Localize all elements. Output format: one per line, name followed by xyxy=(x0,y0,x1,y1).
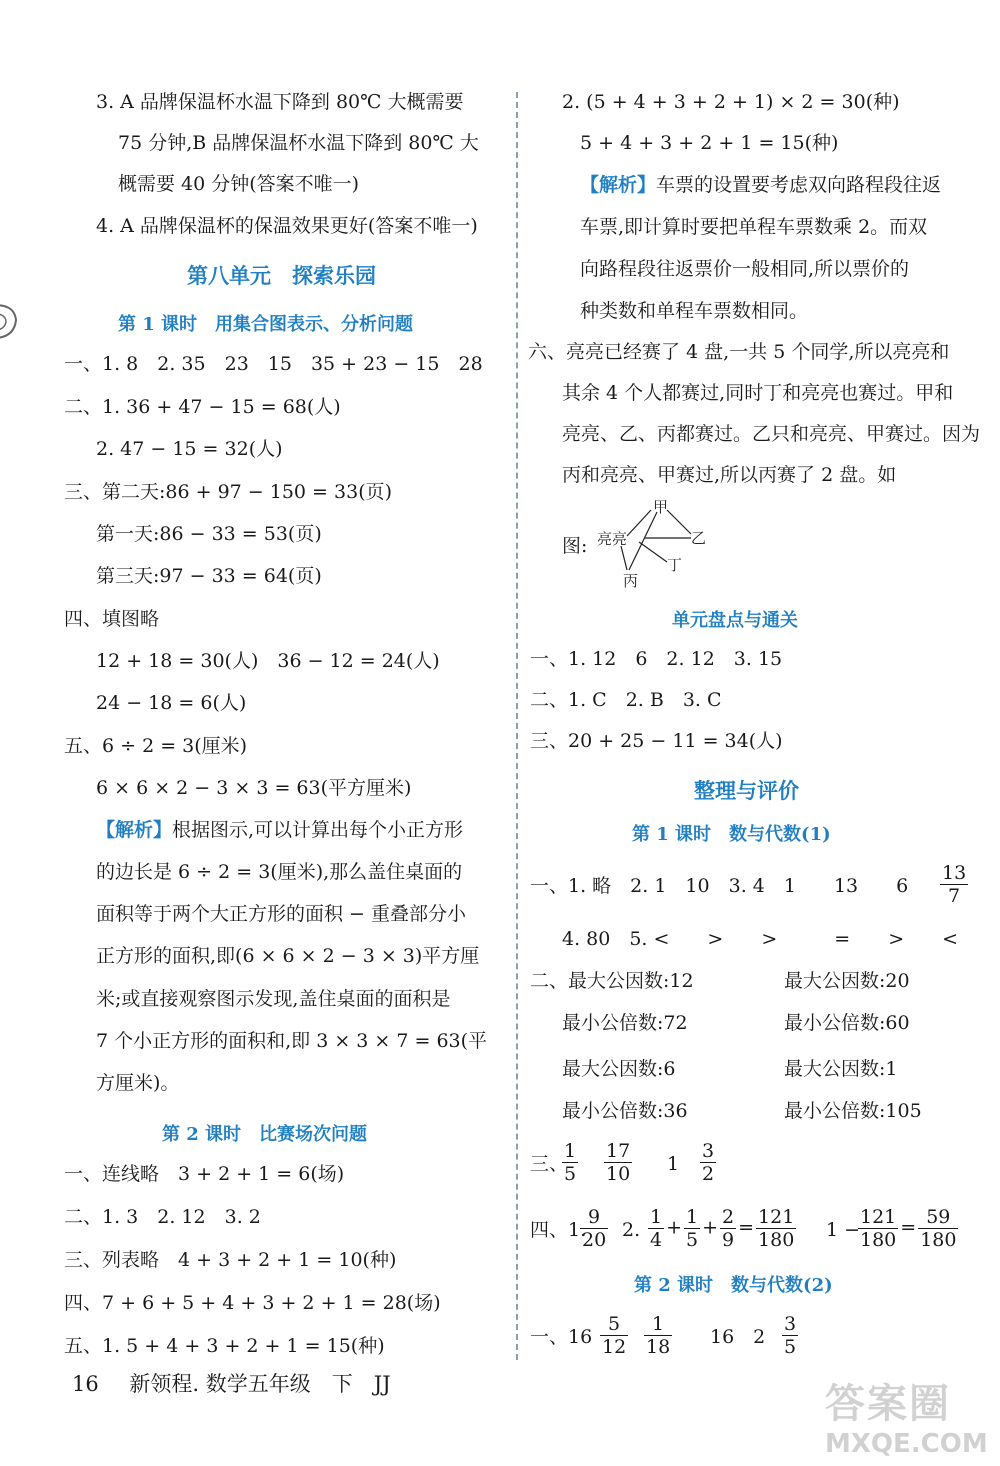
page-footer xyxy=(72,1368,391,1398)
frac-den: 5 xyxy=(686,1229,699,1251)
frac-num: 9 xyxy=(580,1206,608,1229)
unit8-title: 第八单元 探索乐园 xyxy=(187,263,376,288)
edge-liang-bing xyxy=(621,546,627,570)
l2-q4: 四、7 + 6 + 5 + 4 + 3 + 2 + 1 = 28(场) xyxy=(64,1292,441,1314)
l1-q5-2: 6 × 6 × 2 − 3 × 3 = 63(平方厘米) xyxy=(96,777,412,799)
analysis-1-text: 根据图示,可以计算出每个小正方形 xyxy=(172,819,464,841)
node-jia: 甲 xyxy=(653,498,669,516)
frac-den: 10 xyxy=(606,1163,631,1185)
plus-sign: + xyxy=(702,1216,719,1239)
r-answer-2: 2. (5 + 4 + 3 + 2 + 1) × 2 = 30(种) xyxy=(562,91,900,113)
l2-q5: 五、1. 5 + 4 + 3 + 2 + 1 = 15(种) xyxy=(64,1335,385,1357)
san-frac-2 xyxy=(602,1140,634,1185)
san-frac-3 xyxy=(698,1140,718,1185)
node-yi: 乙 xyxy=(691,529,707,547)
k2-frac-1 xyxy=(598,1313,630,1358)
k1-title: 第 1 课时 数与代数(1) xyxy=(632,824,831,845)
frac-num: 121 xyxy=(860,1206,897,1228)
k2-frac-3 xyxy=(780,1313,800,1358)
frac-num: 59 xyxy=(918,1206,958,1229)
frac-den: 180 xyxy=(758,1229,795,1251)
frac-den: 180 xyxy=(920,1229,957,1251)
page-number: 16 xyxy=(72,1372,99,1396)
book-title: 新领程. 数学五年级 下 JJ xyxy=(129,1372,391,1396)
l1-q3-1: 三、第二天:86 + 97 − 150 = 33(页) xyxy=(64,481,393,503)
k2-title: 第 2 课时 数与代数(2) xyxy=(634,1275,833,1296)
frac-den: 4 xyxy=(650,1229,663,1251)
lcm-4: 最小公倍数:105 xyxy=(784,1100,922,1122)
frac-num: 1 xyxy=(644,1313,672,1336)
watermark-top: 答案圈 xyxy=(825,1381,951,1427)
answer-3-line2: 75 分钟,B 品牌保温杯水温下降到 80℃ 大 xyxy=(118,132,479,154)
gcd-2: 最大公因数:20 xyxy=(784,970,910,992)
si-expr-2 xyxy=(856,1206,960,1251)
k1-q1-frac xyxy=(938,862,970,907)
gcd-3: 最大公因数:6 xyxy=(562,1058,676,1080)
analysis-2-line4: 种类数和单程车票数相同。 xyxy=(580,300,809,322)
si-two: 2. xyxy=(622,1219,641,1241)
watermark xyxy=(825,1372,988,1459)
edge-jia-yi xyxy=(667,510,691,534)
gcd-4: 最大公因数:1 xyxy=(784,1058,898,1080)
analysis-tag-2: 【解析】 xyxy=(580,174,657,196)
edge-liang-ding xyxy=(639,542,667,562)
answer-3-line1: 3. A 品牌保温杯水温下降到 80℃ 大概需要 xyxy=(96,91,464,113)
frac-den: 20 xyxy=(582,1229,607,1251)
l2-q2: 二、1. 3 2. 12 3. 2 xyxy=(64,1206,261,1228)
q6-line4: 丙和亮亮、甲赛过,所以丙赛了 2 盘。如 xyxy=(562,464,897,486)
column-divider xyxy=(516,92,518,1360)
k2-mid: 16 2 xyxy=(710,1326,766,1348)
k2-label: 一、16 xyxy=(530,1326,593,1348)
r-answer-2b: 5 + 4 + 3 + 2 + 1 = 15(种) xyxy=(580,132,839,154)
san-one: 1 xyxy=(667,1153,680,1175)
watermark-bottom: MXQE.COM xyxy=(825,1429,988,1459)
answer-4: 4. A 品牌保温杯的保温效果更好(答案不唯一) xyxy=(96,215,478,237)
si-frac-1 xyxy=(578,1206,610,1251)
zhengli-title: 整理与评价 xyxy=(694,778,799,803)
analysis-2-line2: 车票,即计算时要把单程车票数乘 2。而双 xyxy=(580,216,928,238)
pd-q1: 一、1. 12 6 2. 12 3. 15 xyxy=(530,648,783,670)
frac-den: 12 xyxy=(602,1336,627,1358)
l1-q2-1: 二、1. 36 + 47 − 15 = 68(人) xyxy=(64,396,341,418)
si-one-minus: 1 − xyxy=(826,1219,861,1241)
l1-q4-1: 四、填图略 xyxy=(64,608,160,630)
l1-q4-3: 24 − 18 = 6(人) xyxy=(96,692,247,714)
lesson2-title: 第 2 课时 比赛场次问题 xyxy=(162,1124,368,1145)
frac-den: 7 xyxy=(948,885,961,907)
node-bing: 丙 xyxy=(623,572,639,590)
analysis-2-text: 车票的设置要考虑双向路程段往返 xyxy=(656,174,942,196)
l1-q2-2: 2. 47 − 15 = 32(人) xyxy=(96,438,283,460)
analysis-1-line4: 正方形的面积,即(6 × 6 × 2 − 3 × 3)平方厘 xyxy=(96,945,480,967)
k2-frac-2 xyxy=(642,1313,674,1358)
lcm-3: 最小公倍数:36 xyxy=(562,1100,688,1122)
figure-label: 图: xyxy=(562,535,588,557)
l1-q4-2: 12 + 18 = 30(人) 36 − 12 = 24(人) xyxy=(96,650,440,672)
equals-sign: = xyxy=(900,1216,917,1239)
k1-q1-b: 4. 80 5. < > > = > < xyxy=(562,928,959,950)
frac-num: 121 xyxy=(758,1206,795,1228)
l2-q1: 一、连线略 3 + 2 + 1 = 6(场) xyxy=(64,1163,345,1185)
frac-den: 2 xyxy=(702,1163,715,1185)
lcm-2: 最小公倍数:60 xyxy=(784,1012,910,1034)
frac-num: 2 xyxy=(722,1206,735,1228)
node-liang: 亮亮 xyxy=(597,530,628,548)
analysis-1-line7: 方厘米)。 xyxy=(96,1072,180,1094)
lesson1-title: 第 1 课时 用集合图表示、分析问题 xyxy=(118,314,414,335)
frac-den: 5 xyxy=(564,1163,577,1185)
frac-num: 17 xyxy=(606,1140,631,1162)
l1-q3-3: 第三天:97 − 33 = 64(页) xyxy=(96,565,322,587)
frac-num: 3 xyxy=(702,1140,715,1162)
frac-den: 18 xyxy=(646,1336,671,1358)
frac-num: 1 xyxy=(686,1206,699,1228)
answer-3-line3: 概需要 40 分钟(答案不唯一) xyxy=(118,173,360,195)
equals-sign: = xyxy=(738,1216,755,1239)
analysis-2-line3: 向路程段往返票价一般相同,所以票价的 xyxy=(580,258,910,280)
pd-q2: 二、1. C 2. B 3. C xyxy=(530,689,722,711)
q6-line1: 六、亮亮已经赛了 4 盘,一共 5 个同学,所以亮亮和 xyxy=(528,341,950,363)
analysis-1-line6: 7 个小正方形的面积和,即 3 × 3 × 7 = 63(平 xyxy=(96,1030,488,1052)
pd-q3: 三、20 + 25 − 11 = 34(人) xyxy=(530,730,783,752)
match-graph xyxy=(595,498,725,590)
san-frac-1 xyxy=(560,1140,580,1185)
l2-q3: 三、列表略 4 + 3 + 2 + 1 = 10(种) xyxy=(64,1249,397,1271)
l1-q3-2: 第一天:86 − 33 = 53(页) xyxy=(96,523,322,545)
si-expr xyxy=(646,1206,798,1251)
l1-q5-1: 五、6 ÷ 2 = 3(厘米) xyxy=(64,735,248,757)
analysis-1-line3: 面积等于两个大正方形的面积 − 重叠部分小 xyxy=(96,903,467,925)
analysis-1-line2: 的边长是 6 ÷ 2 = 3(厘米),那么盖住桌面的 xyxy=(96,861,463,883)
analysis-2-line1 xyxy=(580,171,941,199)
lcm-1: 最小公倍数:72 xyxy=(562,1012,688,1034)
edge-jia-bing xyxy=(629,512,657,570)
frac-den: 9 xyxy=(722,1229,735,1251)
pandian-title: 单元盘点与通关 xyxy=(672,610,798,631)
node-ding: 丁 xyxy=(667,556,683,574)
gcd-1: 二、最大公因数:12 xyxy=(530,970,694,992)
frac-num: 1 xyxy=(650,1206,663,1228)
q6-line2: 其余 4 个人都赛过,同时丁和亮亮也赛过。甲和 xyxy=(562,382,954,404)
frac-num: 1 xyxy=(564,1140,577,1162)
l1-q1: 一、1. 8 2. 35 23 15 35 + 23 − 15 28 xyxy=(64,353,483,375)
analysis-1-line5: 米;或直接观察图示发现,盖住桌面的面积是 xyxy=(96,988,451,1010)
q6-line3: 亮亮、乙、丙都赛过。乙只和亮亮、甲赛过。因为 xyxy=(562,423,981,445)
analysis-tag: 【解析】 xyxy=(96,819,173,841)
frac-den: 180 xyxy=(860,1229,897,1251)
frac-num: 5 xyxy=(600,1313,628,1336)
si-label: 四、1. xyxy=(530,1219,587,1241)
binder-clip-icon xyxy=(0,298,26,348)
frac-num: 13 xyxy=(942,862,967,884)
san-label: 三、 xyxy=(530,1153,569,1175)
k1-q1: 一、1. 略 2. 1 10 3. 4 1 13 6 xyxy=(530,875,909,897)
plus-sign: + xyxy=(666,1216,683,1239)
frac-den: 5 xyxy=(784,1336,797,1358)
frac-num: 3 xyxy=(784,1313,797,1335)
analysis-1-line1 xyxy=(96,816,463,844)
